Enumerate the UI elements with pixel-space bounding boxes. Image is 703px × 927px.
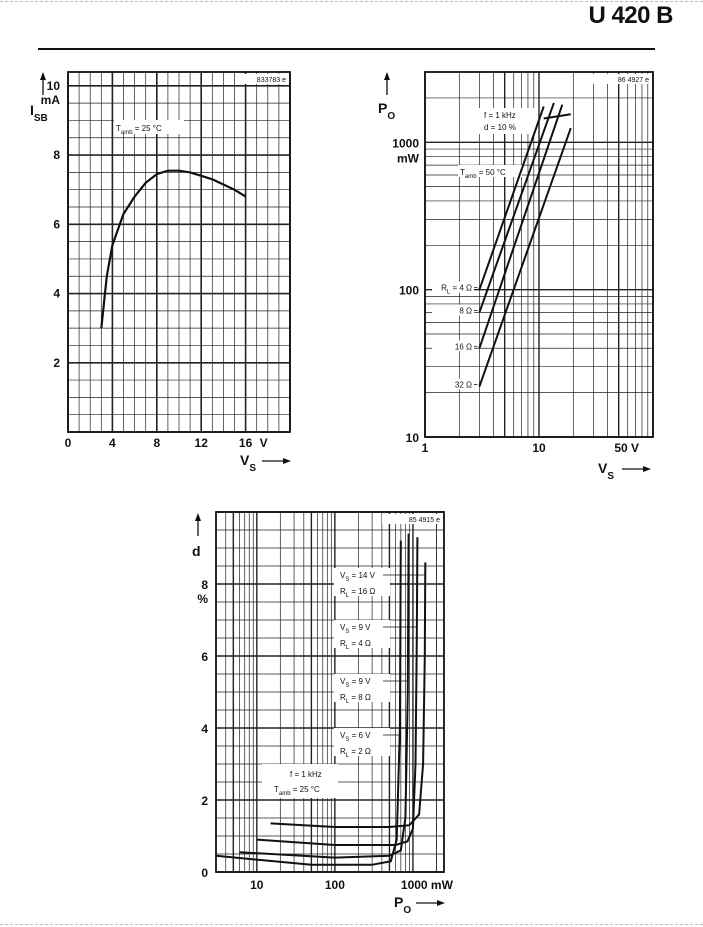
series-label-vs: $V_S = 9$ V (340, 623, 371, 635)
x-tick-label: 0 (64, 436, 72, 450)
series-label-vs: $V_S = 6$ V (340, 731, 371, 743)
figure-id: 86 4927 e (617, 77, 649, 84)
series-label: $R_L = 4$ Ω (441, 283, 472, 296)
figure-id: 833783 e (256, 77, 286, 84)
annotation-distortion: d = 10 % (484, 123, 516, 132)
series-label-vs: $V_S = 9$ V (340, 677, 371, 689)
figure-id: 85 4915 e (408, 517, 440, 524)
y-tick-label: 2 (53, 355, 60, 370)
x-axis-arrowhead (437, 900, 445, 906)
y-tick-label: 4 (201, 722, 208, 736)
y-axis-label: $I_{SB}$ (30, 102, 48, 124)
x-axis-label: $V_S$ (240, 452, 257, 474)
x-tick-label: 1000 mW (400, 878, 453, 892)
x-unit-label: V (259, 436, 268, 450)
series-label: 16 Ω (454, 342, 472, 352)
y-tick-label: 1000 (392, 136, 419, 151)
series-label-rl: $R_L = 16$ Ω (340, 587, 376, 599)
series-label: 8 Ω (459, 306, 472, 316)
y-tick-label: 100 (398, 283, 419, 298)
y-tick-label: 0 (201, 866, 208, 880)
y-unit-label: mA (40, 92, 60, 107)
y-axis-label: d (192, 543, 201, 559)
y-tick-label: 6 (201, 650, 208, 664)
y-tick-label: 8 (201, 578, 208, 592)
y-tick-label: 10 (405, 431, 419, 445)
series-label-rl: $R_L = 2$ Ω (340, 747, 371, 759)
x-tick-label: 4 (109, 436, 116, 450)
y-axis-label: $P_O$ (378, 100, 396, 122)
x-tick-label: 1 (421, 441, 429, 455)
x-tick-label: 10 (250, 878, 264, 892)
x-tick-label: 12 (194, 436, 208, 450)
x-tick-label: 8 (153, 436, 161, 450)
y-tick-label: 2 (201, 794, 208, 808)
series-label: 32 Ω (454, 380, 472, 390)
annotation-tamb: $T_{amb} = 25$ °C (116, 124, 162, 136)
y-tick-label: 6 (53, 217, 60, 232)
annotation-tamb: $T_{amb} = 25$ °C (274, 785, 320, 797)
y-tick-label: 8 (53, 148, 60, 163)
y-unit-label: mW (397, 151, 419, 166)
x-tick-label: 16 (238, 436, 253, 450)
y-axis-arrowhead (195, 513, 201, 521)
x-tick-label: 10 (532, 441, 546, 455)
series-label-rl: $R_L = 4$ Ω (340, 639, 371, 651)
x-tick-label: 50 V (614, 441, 640, 455)
y-tick-label: 4 (53, 286, 60, 301)
series-label-rl: $R_L = 8$ Ω (340, 693, 371, 705)
part-number-title: U 420 B (588, 2, 673, 29)
series-label-vs: $V_S = 14$ V (340, 571, 375, 583)
annotation-tamb: $T_{amb} = 50$ °C (460, 168, 506, 180)
x-axis-label: $P_O$ (394, 894, 412, 916)
annotation-frequency: f = 1 kHz (290, 770, 322, 779)
y-unit-label: % (197, 592, 208, 606)
x-axis-label: $V_S$ (598, 460, 615, 482)
x-tick-label: 100 (324, 878, 345, 892)
annotation-frequency: f = 1 kHz (484, 111, 516, 120)
y-tick-label: 10 (46, 78, 60, 93)
